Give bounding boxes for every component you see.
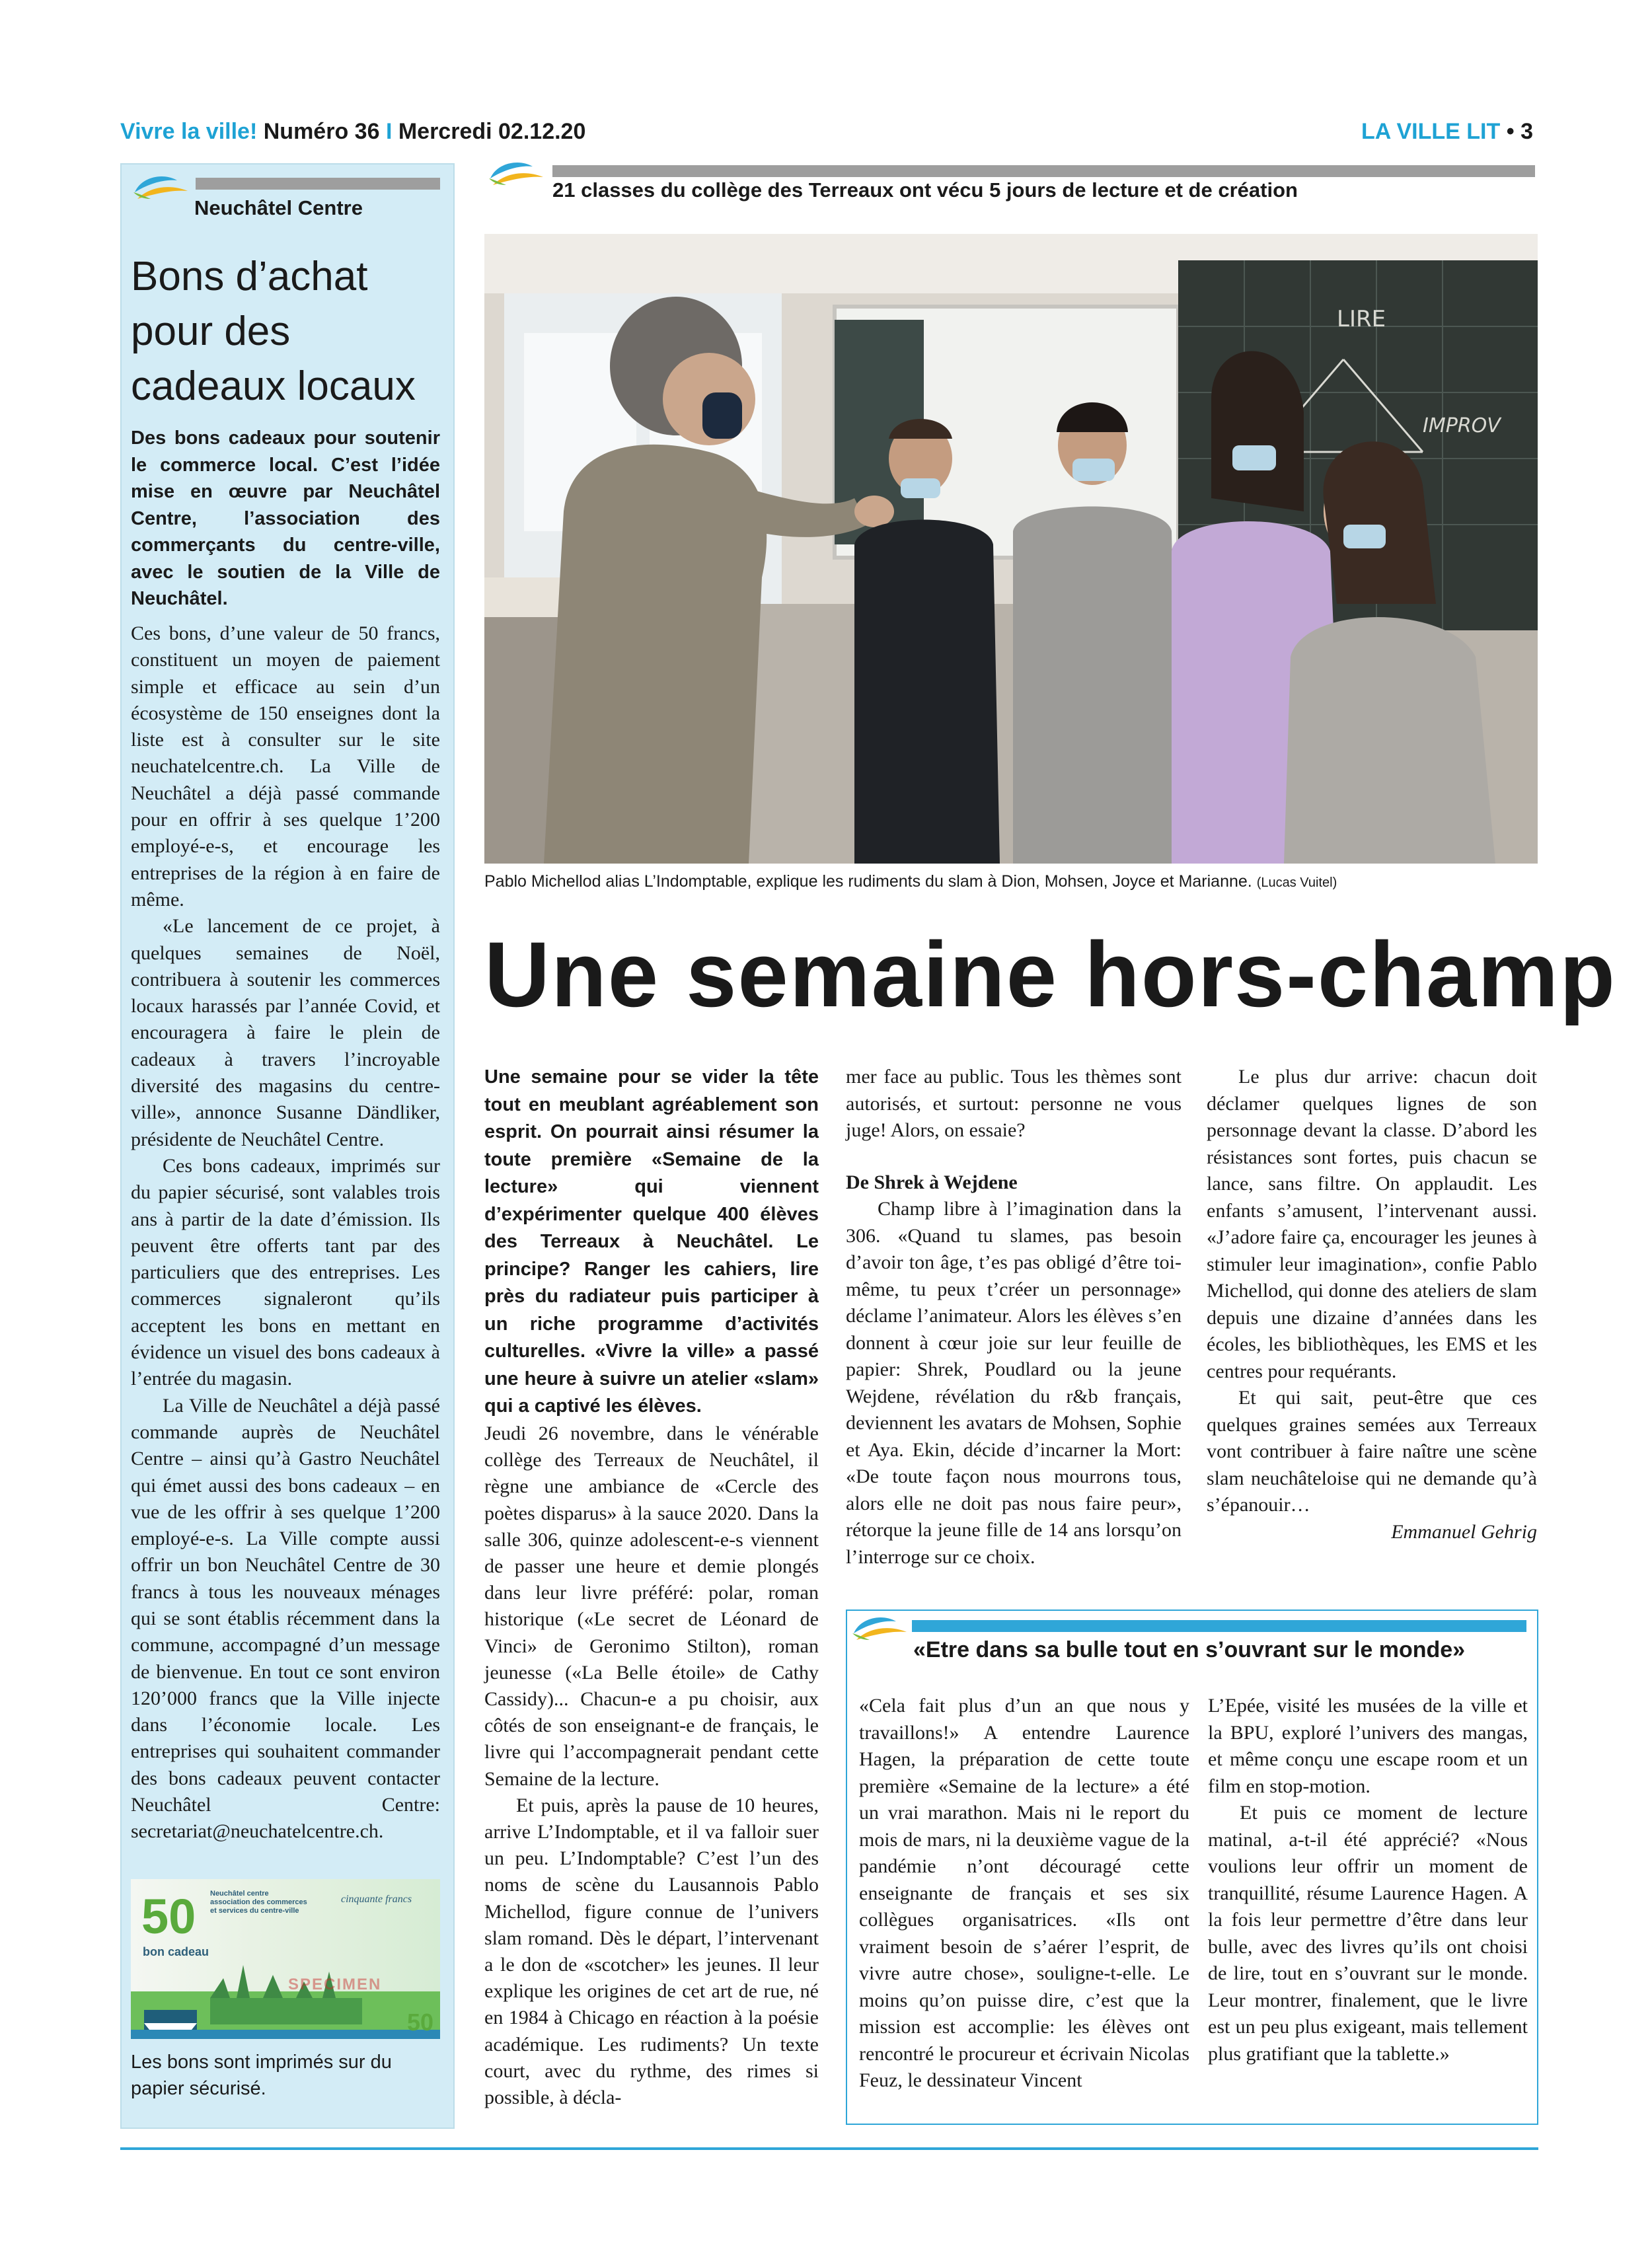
voucher-label: bon cadeau <box>143 1945 209 1958</box>
voucher-city-illustration <box>131 1952 440 2039</box>
voucher-amount-words: cinquante francs <box>341 1894 412 1905</box>
issue-number: Numéro 36 <box>263 119 380 144</box>
article-paragraph: Et qui sait, peut-être que ces quelques graines semées aux Terreaux vont contribuer à faire naître une scène slam neuchâteloise qui ne demande qu’à s’épanouir… <box>1207 1387 1537 1516</box>
article-paragraph: mer face au public. Tous les thèmes sont autorisés, et surtout: personne ne vous juge! Alors, on essaie? <box>846 1066 1182 1141</box>
page-bottom-rule <box>120 2147 1538 2150</box>
article-author: Emmanuel Gehrig <box>1391 1520 1537 1543</box>
article-paragraph: Jeudi 26 novembre, dans le vénérable collège des Terreaux de Neuchâtel, il règne une ambiance de «Cercle des poètes disparus» à la sauce 2020. Dans la salle 306, quinze adolescent-e-s viennent de passer une heure et demie plongés dans leur livre préféré: polar, roman historique («Le secret de Léonard de Vinci» de Geronimo Stilton), roman jeunesse («La Belle étoile» de Cathy Cassidy)... Chacun-e a pu choisir, aux côtés de son enseignant-e de français, le livre qui l’accompagnerait pendant cette Semaine de la lecture. <box>484 1423 819 1790</box>
voucher-image <box>131 1879 440 2039</box>
article-headline: Une semaine hors-champ <box>484 922 1616 1026</box>
box-paragraph: L’Epée, visité les musées de la ville et la BPU, exploré l’univers des mangas, et même conçu une escape room et un film en stop-motion. <box>1208 1695 1528 1797</box>
voucher-specimen: SPECIMEN <box>288 1976 382 1993</box>
sidebar-paragraph: Ces bons cadeaux, imprimés sur du papier sécurisé, sont valables trois ans à partir de la date d’émission. Ils peuvent être offerts tant par des particuliers que des entreprises. Les commerces signaleront qu’ils acceptent les bons en mettant en évidence un visuel des bons cadeaux à l’entrée du magasin. <box>131 1154 440 1390</box>
page-header-left <box>120 119 585 145</box>
article-paragraph: Et puis, après la pause de 10 heures, arrive L’Indomptable, et il va falloir suer un peu. L’Indomptable? C’est l’un des noms de scène du Lausannois Pablo Michellod, figure connue de l’univers slam romand. Dès le départ, l’intervenant a le don de «scotcher» les jeunes. Il leur explique les origines de cet art de rue, né en 1984 à Chicago en réaction à la poésie académique. Les rudiments? Un texte court, avec du rythme, des rimes si possible, à décla- <box>484 1794 819 2109</box>
sidebar-paragraph: «Le lancement de ce projet, à quelques semaines de Noël, contribuera à soutenir les commerces locaux harassés par l’année Covid, et encouragera à faire le plein de cadeaux à travers l’incroyable diversité des magasins du centre-ville», annonce Susanne Dändliker, présidente de Neuchâtel Centre. <box>131 915 440 1150</box>
photo-credit: (Lucas Vuitel) <box>1256 875 1337 890</box>
article-paragraph: Champ libre à l’imagination dans la 306. «Quand tu slames, pas besoin d’avoir ton âge, t’es pas obligé d’être toi-même, tu peux t’créer un personnage» déclame l’animateur. Alors les élèves s’en donnent à cœur joie sur leur feuille de papier: Shrek, Poudlard ou la jeune Wejdene, révélation du r&b français, deviennent les avatars de Mohsen, Sophie et Aya. Ekin, décide d’incarner la Mort: «De toute façon nous mourrons tous, alors elle ne doit pas nous faire peur», rétorque la jeune fille de 14 ans lorsqu’on l’interroge sur ce choix. <box>846 1198 1182 1568</box>
article-photo <box>484 234 1538 864</box>
box-top-rule <box>912 1620 1526 1632</box>
box-column-1 <box>859 1693 1189 2094</box>
sidebar-title: Bons d’achat pour des cadeaux locaux <box>131 254 416 409</box>
classroom-illustration <box>484 234 1538 864</box>
sidebar-body <box>131 620 440 1845</box>
photo-caption: Pablo Michellod alias L’Indomptable, explique les rudiments du slam à Dion, Mohsen, Joyce et Marianne. <box>484 872 1252 891</box>
sidebar-lead: Des bons cadeaux pour soutenir le commerce local. C’est l’idée mise en œuvre par Neuchâtel Centre, l’association des commerçants du centre-ville, avec le soutien de la Ville de Neuchâtel. <box>131 427 440 609</box>
photo-caption-line <box>484 872 1337 891</box>
article-column-2 <box>846 1064 1182 1571</box>
sidebar-top-rule <box>196 178 440 190</box>
article-lead: Une semaine pour se vider la tête tout en meublant agréablement son esprit. On pourrait ainsi résumer la toute première «Semaine de la lecture» qui viennent d’expérimenter quelque 400 élèves des Terreaux à Neuchâtel. Le principe? Ranger les cahiers, lire près du radiateur puis participer à un riche programme d’activités culturelles. «Vivre la ville» a passé une heure à suivre un atelier «slam» qui a captivé les élèves. <box>484 1066 819 1417</box>
page-header-right <box>1361 119 1533 145</box>
rubric: Vivre la ville! <box>120 119 258 144</box>
voucher-value-corner: 50 <box>407 2009 434 2036</box>
sidebar-paragraph: La Ville de Neuchâtel a déjà passé commande auprès de Neuchâtel Centre – ainsi qu’à Gastro Neuchâtel qui émet aussi des bons cadeaux – en vue de les offrir à ses quelque 1’200 employé-e-s. La Ville compte aussi offrir un bon Neuchâtel Centre de 30 francs à tous les nouveaux ménages qui se sont établis récemment dans la commune, accompagné d’un message de bienvenue. En tout ce sont environ 120’000 francs que la Ville injecte dans l’économie locale. Les entreprises qui souhaitent commander des bons cadeaux peuvent contacter Neuchâtel Centre: secretariat@neuchatelcentre.ch. <box>131 1394 440 1843</box>
brand-logo-icon <box>131 172 192 204</box>
board-text: IMPROV <box>1423 414 1501 437</box>
article-column-3 <box>1207 1064 1537 1545</box>
box-column-2 <box>1208 1693 1528 2067</box>
header-separator: I <box>385 119 393 144</box>
kicker-rule <box>552 165 1535 177</box>
article-column-1 <box>484 1421 819 2111</box>
box-title: «Etre dans sa bulle tout en s’ouvrant sur le monde» <box>913 1637 1466 1662</box>
box-paragraph: «Cela fait plus d’un an que nous y travaillons!» A entendre Laurence Hagen, la préparation de cette toute première «Semaine de la lecture» a été un vrai marathon. Mais ni le report du mois de mars, ni la deuxième vague de la pandémie n’ont découragé cette enseignante de français et ses six collègues organisatrices. «Ils ont vraiment besoin de s’aérer l’esprit, de vivre autre chose», souligne-t-elle. Le moins qu’on puisse dire, c’est que la mission est accomplie: les élèves ont rencontré le procureur et écrivain Nicolas Feuz, le dessinateur Vincent <box>859 1695 1189 2091</box>
issue-date: Mercredi 02.12.20 <box>398 119 586 144</box>
article-paragraph: Le plus dur arrive: chacun doit déclamer quelques lignes de son personnage devant la classe. D’abord les résistances sont fortes, puis chacun se lance, sans filtre. On applaudit. Les enfants s’amusent, l’intervenant aussi. «J’adore faire ça, encourager les jeunes à stimuler leur imagination», confie Pablo Michellod, qui donne des ateliers de slam depuis une dizaine d’années dans les écoles, les bibliothèques, les EMS et les centres pour requérants. <box>1207 1066 1537 1382</box>
section-name: LA VILLE LIT <box>1361 119 1501 144</box>
voucher-caption: Les bons sont imprimés sur du papier sécurisé. <box>131 2052 392 2099</box>
page-number: • 3 <box>1506 119 1533 144</box>
brand-logo-icon <box>486 159 547 190</box>
article-subheading: De Shrek à Wejdene <box>846 1171 1018 1193</box>
sidebar-box <box>120 163 455 2129</box>
box-paragraph: Et puis ce moment de lecture matinal, a-t-il été apprécié? «Nous voulions leur offrir un moment de tranquillité, résume Laurence Hagen. A la fois leur permettre d’être dans leur bulle, avec des livres qu’ils ont choisi de lire, tout en s’ouvrant sur le monde. Leur montrer, finalement, que le livre est un peu plus exigeant, mais tellement plus gratifiant que la tablette.» <box>1208 1802 1528 2065</box>
sidebar-kicker: Neuchâtel Centre <box>194 196 363 219</box>
voucher-value: 50 <box>141 1889 196 1944</box>
sidebar-paragraph: Ces bons, d’une valeur de 50 francs, constituent un moyen de paiement simple et efficace au sein d’un écosystème de 150 enseignes dont la liste est à consulter sur le site neuchatelcentre.ch. La Ville de Neuchâtel a déjà passé commande pour en offrir à ses quelque 1’200 employé-e-s, et encourage les entreprises de la région à en faire de même. <box>131 622 440 910</box>
voucher-issuer: Neuchâtel centre association des commerces et services du centre-ville <box>210 1890 307 1915</box>
interview-box <box>846 1610 1538 2125</box>
brand-logo-icon <box>850 1613 911 1645</box>
board-text: LIRE <box>1337 306 1386 332</box>
article-kicker: 21 classes du collège des Terreaux ont vécu 5 jours de lecture et de création <box>552 178 1298 202</box>
